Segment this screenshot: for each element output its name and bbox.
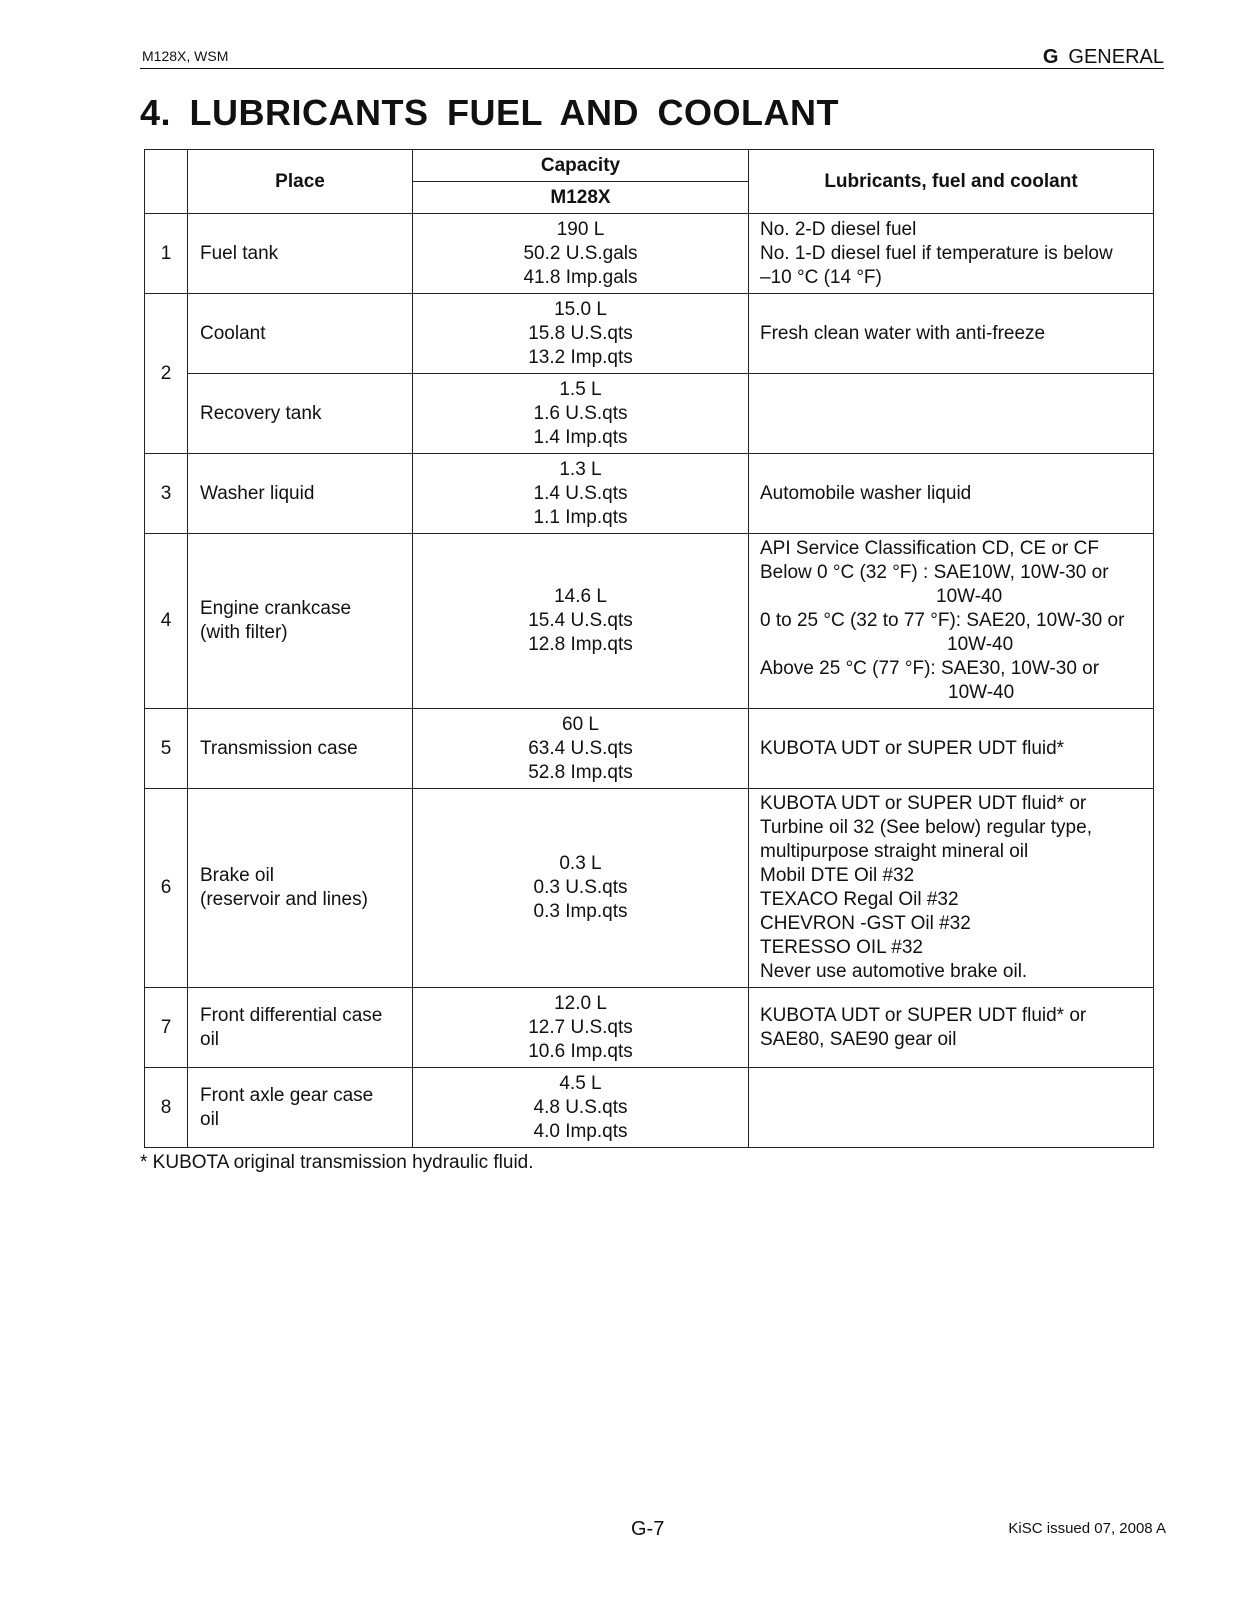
row-capacity: 14.6 L 15.4 U.S.qts 12.8 Imp.qts xyxy=(413,534,749,709)
header-manual-name: M128X, WSM xyxy=(142,48,229,64)
table-row xyxy=(145,789,1154,988)
row-number: 1 xyxy=(145,214,188,294)
header-section xyxy=(1043,46,1164,69)
table-row xyxy=(145,1068,1154,1148)
table-row xyxy=(145,294,1154,374)
row-number: 2 xyxy=(145,294,188,454)
row-lubricant: KUBOTA UDT or SUPER UDT fluid* or SAE80, SAE90 gear oil xyxy=(749,988,1154,1068)
row-number: 3 xyxy=(145,454,188,534)
row-lubricant: No. 2-D diesel fuel No. 1-D diesel fuel if temperature is below –10 °C (14 °F) xyxy=(749,214,1154,294)
row-lubricant: API Service Classification CD, CE or CF Below 0 °C (32 °F) : SAE10W, 10W-30 or 10W-40 0 to 25 °C (32 to 77 °F): SAE20, 10W-30 or 10W-40 Above 25 °C (77 °F): SAE30, 10W-30 or 10W-40 xyxy=(749,534,1154,709)
row-capacity: 12.0 L 12.7 U.S.qts 10.6 Imp.qts xyxy=(413,988,749,1068)
table-row xyxy=(145,988,1154,1068)
row-place: Front differential case oil xyxy=(188,988,413,1068)
row-lubricant xyxy=(749,1068,1154,1148)
row-capacity: 4.5 L 4.8 U.S.qts 4.0 Imp.qts xyxy=(413,1068,749,1148)
header-model: M128X xyxy=(413,182,749,214)
row-place: Fuel tank xyxy=(188,214,413,294)
table-row xyxy=(145,214,1154,294)
row-place: Brake oil (reservoir and lines) xyxy=(188,789,413,988)
row-lubricant: KUBOTA UDT or SUPER UDT fluid* xyxy=(749,709,1154,789)
header-num xyxy=(145,150,188,214)
header-rule xyxy=(140,68,1164,69)
row-capacity: 0.3 L 0.3 U.S.qts 0.3 Imp.qts xyxy=(413,789,749,988)
row-capacity: 190 L 50.2 U.S.gals 41.8 Imp.gals xyxy=(413,214,749,294)
row-place: Washer liquid xyxy=(188,454,413,534)
row-capacity: 60 L 63.4 U.S.qts 52.8 Imp.qts xyxy=(413,709,749,789)
row-place: Engine crankcase (with filter) xyxy=(188,534,413,709)
row-capacity: 1.5 L 1.6 U.S.qts 1.4 Imp.qts xyxy=(413,374,749,454)
row-lubricant xyxy=(749,374,1154,454)
row-number: 7 xyxy=(145,988,188,1068)
page-title: 4. LUBRICANTS FUEL AND COOLANT xyxy=(140,92,839,133)
header-row xyxy=(145,150,1154,182)
row-capacity: 15.0 L 15.8 U.S.qts 13.2 Imp.qts xyxy=(413,294,749,374)
row-capacity: 1.3 L 1.4 U.S.qts 1.1 Imp.qts xyxy=(413,454,749,534)
row-place: Transmission case xyxy=(188,709,413,789)
row-number: 8 xyxy=(145,1068,188,1148)
row-lubricant: Automobile washer liquid xyxy=(749,454,1154,534)
table-row xyxy=(145,534,1154,709)
table-row xyxy=(145,709,1154,789)
lubricants-table xyxy=(144,149,1154,1148)
table-row xyxy=(145,374,1154,454)
row-number: 5 xyxy=(145,709,188,789)
row-place: Coolant xyxy=(188,294,413,374)
page-number: G-7 xyxy=(631,1518,665,1540)
footnote: * KUBOTA original transmission hydraulic fluid. xyxy=(140,1152,534,1173)
table-row xyxy=(145,454,1154,534)
header-place: Place xyxy=(188,150,413,214)
row-number: 6 xyxy=(145,789,188,988)
row-lubricant: KUBOTA UDT or SUPER UDT fluid* or Turbine oil 32 (See below) regular type, multipurpose straight mineral oil Mobil DTE Oil #32 TEXACO Regal Oil #32 CHEVRON -GST Oil #32 TERESSO OIL #32 Never use automotive brake oil. xyxy=(749,789,1154,988)
row-lubricant: Fresh clean water with anti-freeze xyxy=(749,294,1154,374)
row-number: 4 xyxy=(145,534,188,709)
row-place: Front axle gear case oil xyxy=(188,1068,413,1148)
header-section-letter: G xyxy=(1042,46,1059,68)
header-section-name: GENERAL xyxy=(1068,46,1164,68)
header-capacity: Capacity xyxy=(413,150,749,182)
row-place: Recovery tank xyxy=(188,374,413,454)
header-lubricants: Lubricants, fuel and coolant xyxy=(749,150,1154,214)
issue-info: KiSC issued 07, 2008 A xyxy=(1008,1520,1166,1537)
